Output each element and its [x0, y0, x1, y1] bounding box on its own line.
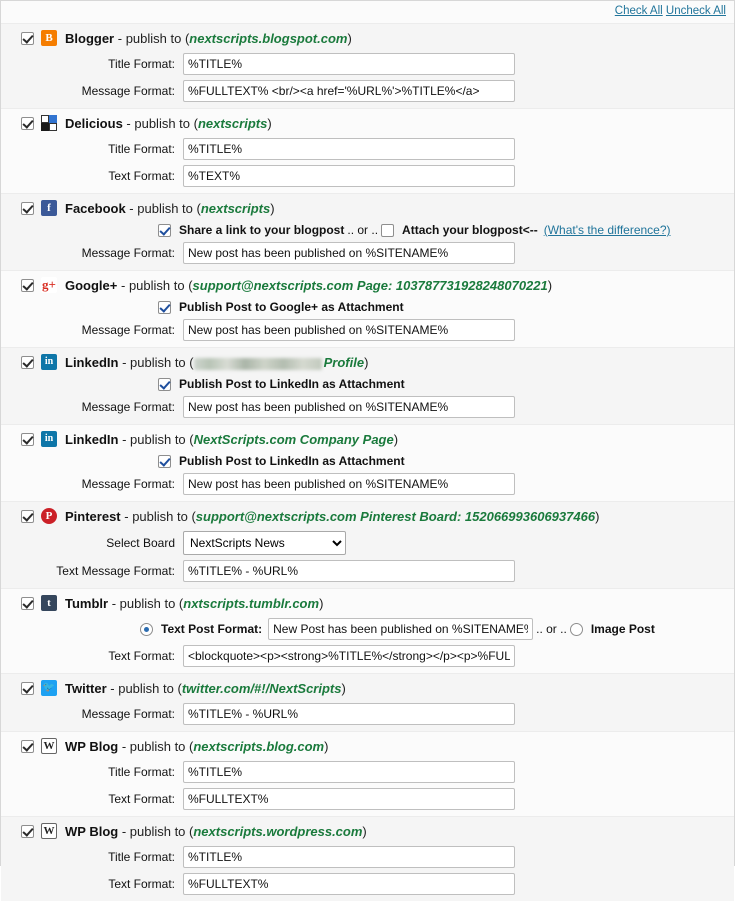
service-header	[1, 109, 734, 136]
message-format-input[interactable]	[183, 319, 515, 341]
text-post-format-label: Text Post Format:	[161, 622, 263, 636]
service-facebook	[1, 193, 734, 270]
google-plus-icon-glyph: g+	[42, 277, 56, 292]
service-title: Tumblr - publish to (nxtscripts.tumblr.com)	[65, 595, 324, 611]
publish-to-label: publish to (	[129, 823, 194, 839]
message-format-input[interactable]	[183, 396, 515, 418]
publish-target: nextscripts.wordpress.com	[193, 823, 363, 839]
enable-blogger-checkbox[interactable]	[21, 32, 34, 45]
publish-to-label: publish to (	[119, 595, 184, 611]
publish-target: nextscripts	[200, 200, 271, 216]
publish-target: NextScripts.com Company Page	[193, 431, 394, 447]
title-format-label: Title Format:	[108, 850, 175, 864]
service-pinterest	[1, 501, 734, 588]
service-wp-blog-1	[1, 731, 734, 816]
publish-as-attachment-checkbox[interactable]	[158, 301, 171, 314]
select-board-row	[1, 529, 734, 558]
enable-pinterest-checkbox[interactable]	[21, 510, 34, 523]
select-board-dropdown[interactable]	[183, 531, 346, 555]
paren-close: )	[362, 823, 367, 839]
text-format-input[interactable]	[183, 645, 515, 667]
title-format-label: Title Format:	[108, 142, 175, 156]
publish-to-label: publish to (	[137, 200, 201, 216]
publish-target: nextscripts.blog.com	[193, 738, 325, 754]
enable-tumblr-checkbox[interactable]	[21, 597, 34, 610]
text-format-input[interactable]	[183, 788, 515, 810]
service-name: LinkedIn	[65, 431, 119, 447]
publish-as-attachment-label: Publish Post to Google+ as Attachment	[179, 300, 404, 314]
blogger-icon	[41, 30, 57, 46]
publish-as-attachment-checkbox[interactable]	[158, 455, 171, 468]
delicious-icon	[41, 115, 57, 131]
service-title: Delicious - publish to (nextscripts)	[65, 115, 272, 131]
facebook-post-mode-row	[1, 221, 734, 240]
publish-to-label: publish to (	[118, 680, 182, 696]
linkedin-icon	[41, 431, 57, 447]
paren-close: )	[393, 431, 399, 447]
service-name: Blogger	[65, 30, 115, 46]
image-post-radio[interactable]	[570, 623, 583, 636]
title-format-input[interactable]	[183, 53, 515, 75]
text-message-format-label: Text Message Format:	[56, 564, 175, 578]
field-row	[1, 786, 734, 816]
paren-close: )	[347, 30, 352, 46]
enable-twitter-checkbox[interactable]	[21, 682, 34, 695]
paren-close: )	[341, 680, 346, 696]
service-name: WP Blog	[65, 738, 119, 754]
facebook-icon-glyph: f	[47, 202, 51, 214]
field-row	[1, 394, 734, 424]
paren-close: )	[270, 200, 275, 216]
enable-wp-blog-1-checkbox[interactable]	[21, 740, 34, 753]
field-row	[1, 51, 734, 78]
message-format-label: Message Format:	[81, 477, 175, 491]
publish-to-label: publish to (	[132, 508, 196, 524]
title-format-label: Title Format:	[108, 765, 175, 779]
service-linkedin-company	[1, 424, 734, 501]
field-row	[1, 136, 734, 163]
service-header	[1, 502, 734, 529]
publish-to-label: publish to (	[130, 431, 194, 447]
publish-target: support@nextscripts.com Pinterest Board: 152066993606937466	[195, 508, 596, 524]
publish-target: twitter.com/#!/NextScripts	[181, 680, 342, 696]
service-name: WP Blog	[65, 823, 119, 839]
service-title: Google+ - publish to (support@nextscripts.com Page: 103787731928248070221)	[65, 277, 553, 293]
publish-target: nextscripts	[197, 115, 268, 131]
service-name: Delicious	[65, 115, 123, 131]
service-name: LinkedIn	[65, 354, 119, 370]
service-header	[1, 732, 734, 759]
attachment-row	[1, 452, 734, 471]
message-format-input[interactable]	[183, 242, 515, 264]
text-format-input[interactable]	[183, 165, 515, 187]
service-title: Facebook - publish to (nextscripts)	[65, 200, 275, 216]
service-header	[1, 194, 734, 221]
attach-blogpost-label: Attach your blogpost<--	[402, 223, 538, 237]
enable-wp-blog-2-checkbox[interactable]	[21, 825, 34, 838]
field-row	[1, 240, 734, 270]
service-title: LinkedIn - publish to ( Profile)	[65, 354, 369, 370]
service-name: Pinterest	[65, 508, 121, 524]
publish-to-label: publish to (	[129, 738, 194, 754]
paren-close: )	[319, 595, 324, 611]
field-row	[1, 844, 734, 871]
service-name: Facebook	[65, 200, 126, 216]
attachment-row	[1, 375, 734, 394]
pinterest-icon-glyph: P	[45, 510, 53, 522]
mode-separator: .. or ..	[347, 223, 379, 237]
enable-linkedin-profile-checkbox[interactable]	[21, 356, 34, 369]
text-format-label: Text Format:	[108, 169, 175, 183]
blogger-icon-glyph: B	[45, 32, 53, 44]
publish-to-label: publish to (	[130, 354, 194, 370]
select-board-label: Select Board	[106, 536, 175, 550]
publish-target: support@nextscripts.com Page: 103787731928248070221	[192, 277, 548, 293]
linkedin-icon	[41, 354, 57, 370]
title-format-label: Title Format:	[108, 57, 175, 71]
service-delicious	[1, 108, 734, 193]
field-row	[1, 701, 734, 731]
text-format-label: Text Format:	[108, 792, 175, 806]
linkedin-icon-glyph: in	[44, 433, 54, 444]
field-row	[1, 643, 734, 673]
tumblr-icon-glyph: t	[47, 597, 51, 609]
service-title: WP Blog - publish to (nextscripts.wordpress.com)	[65, 823, 367, 839]
enable-delicious-checkbox[interactable]	[21, 117, 34, 130]
service-header	[1, 674, 734, 701]
message-format-input[interactable]	[183, 473, 515, 495]
publish-target: Profile	[323, 354, 365, 370]
title-format-input[interactable]	[183, 846, 515, 868]
service-header	[1, 817, 734, 844]
facebook-icon	[41, 200, 57, 216]
field-row	[1, 759, 734, 786]
redacted-account-name	[194, 358, 322, 370]
linkedin-icon-glyph: in	[44, 356, 54, 367]
paren-close: )	[324, 738, 329, 754]
field-row	[1, 163, 734, 193]
tumblr-post-type-row	[1, 616, 734, 643]
service-header	[1, 425, 734, 452]
service-header	[1, 348, 734, 375]
field-row	[1, 317, 734, 347]
enable-google-plus-checkbox[interactable]	[21, 279, 34, 292]
message-format-label: Message Format:	[81, 84, 175, 98]
wordpress-icon	[41, 738, 57, 754]
paren-close: )	[267, 115, 272, 131]
service-google-plus	[1, 270, 734, 347]
service-title: Pinterest - publish to (support@nextscripts.com Pinterest Board: 152066993606937466)	[65, 508, 600, 524]
service-twitter	[1, 673, 734, 731]
service-wp-blog-2	[1, 816, 734, 901]
service-header	[1, 24, 734, 51]
service-tumblr	[1, 588, 734, 673]
text-format-label: Text Format:	[108, 877, 175, 891]
publish-target: nxtscripts.tumblr.com	[183, 595, 320, 611]
image-post-label: Image Post	[590, 622, 655, 636]
service-header	[1, 589, 734, 616]
publish-to-label: publish to (	[134, 115, 198, 131]
paren-close: )	[364, 354, 369, 370]
google-plus-icon	[41, 277, 57, 293]
service-header	[1, 271, 734, 298]
enable-facebook-checkbox[interactable]	[21, 202, 34, 215]
service-name: Tumblr	[65, 595, 109, 611]
title-format-input[interactable]	[183, 761, 515, 783]
wordpress-icon-glyph: W	[43, 740, 55, 752]
field-row	[1, 558, 734, 588]
message-format-label: Message Format:	[81, 323, 175, 337]
publish-as-attachment-label: Publish Post to LinkedIn as Attachment	[179, 377, 405, 391]
service-title: Blogger - publish to (nextscripts.blogspot.com)	[65, 30, 352, 46]
wordpress-icon	[41, 823, 57, 839]
publish-to-label: publish to (	[128, 277, 193, 293]
attachment-row	[1, 298, 734, 317]
attach-blogpost-checkbox[interactable]	[381, 224, 394, 237]
service-title: WP Blog - publish to (nextscripts.blog.com)	[65, 738, 329, 754]
text-post-format-input[interactable]	[268, 618, 533, 640]
enable-linkedin-company-checkbox[interactable]	[21, 433, 34, 446]
title-format-input[interactable]	[183, 138, 515, 160]
mode-separator: .. or ..	[536, 622, 567, 636]
text-message-format-input[interactable]	[183, 560, 515, 582]
message-format-input[interactable]	[183, 703, 515, 725]
share-link-checkbox[interactable]	[158, 224, 171, 237]
text-format-input[interactable]	[183, 873, 515, 895]
publish-target: nextscripts.blogspot.com	[189, 30, 348, 46]
pinterest-icon	[41, 508, 57, 524]
message-format-label: Message Format:	[81, 707, 175, 721]
message-format-label: Message Format:	[81, 246, 175, 260]
text-format-label: Text Format:	[108, 649, 175, 663]
service-name: Google+	[65, 277, 118, 293]
paren-close: )	[547, 277, 553, 293]
publish-as-attachment-checkbox[interactable]	[158, 378, 171, 391]
check-all-link[interactable]: Check All	[614, 5, 663, 17]
paren-close: )	[595, 508, 600, 524]
service-name: Twitter	[65, 680, 107, 696]
service-title: LinkedIn - publish to (NextScripts.com Company Page)	[65, 431, 399, 447]
field-row	[1, 471, 734, 501]
tumblr-icon	[41, 595, 57, 611]
field-row	[1, 78, 734, 108]
twitter-icon: 🐦	[41, 680, 57, 696]
service-linkedin-profile	[1, 347, 734, 424]
uncheck-all-link[interactable]: Uncheck All	[665, 5, 726, 17]
share-link-label: Share a link to your blogpost	[179, 223, 345, 237]
field-row	[1, 871, 734, 901]
service-blogger	[1, 23, 734, 108]
message-format-label: Message Format:	[81, 400, 175, 414]
check-toggle-links	[615, 5, 726, 17]
whats-the-difference-link[interactable]: (What's the difference?)	[543, 223, 671, 237]
message-format-input[interactable]	[183, 80, 515, 102]
publish-to-label: publish to (	[125, 30, 190, 46]
text-post-radio[interactable]	[140, 623, 153, 636]
wordpress-icon-glyph: W	[43, 825, 55, 837]
service-title: Twitter - publish to (twitter.com/#!/NextScripts)	[65, 680, 346, 696]
publish-as-attachment-label: Publish Post to LinkedIn as Attachment	[179, 454, 405, 468]
panel-topbar	[1, 1, 734, 23]
